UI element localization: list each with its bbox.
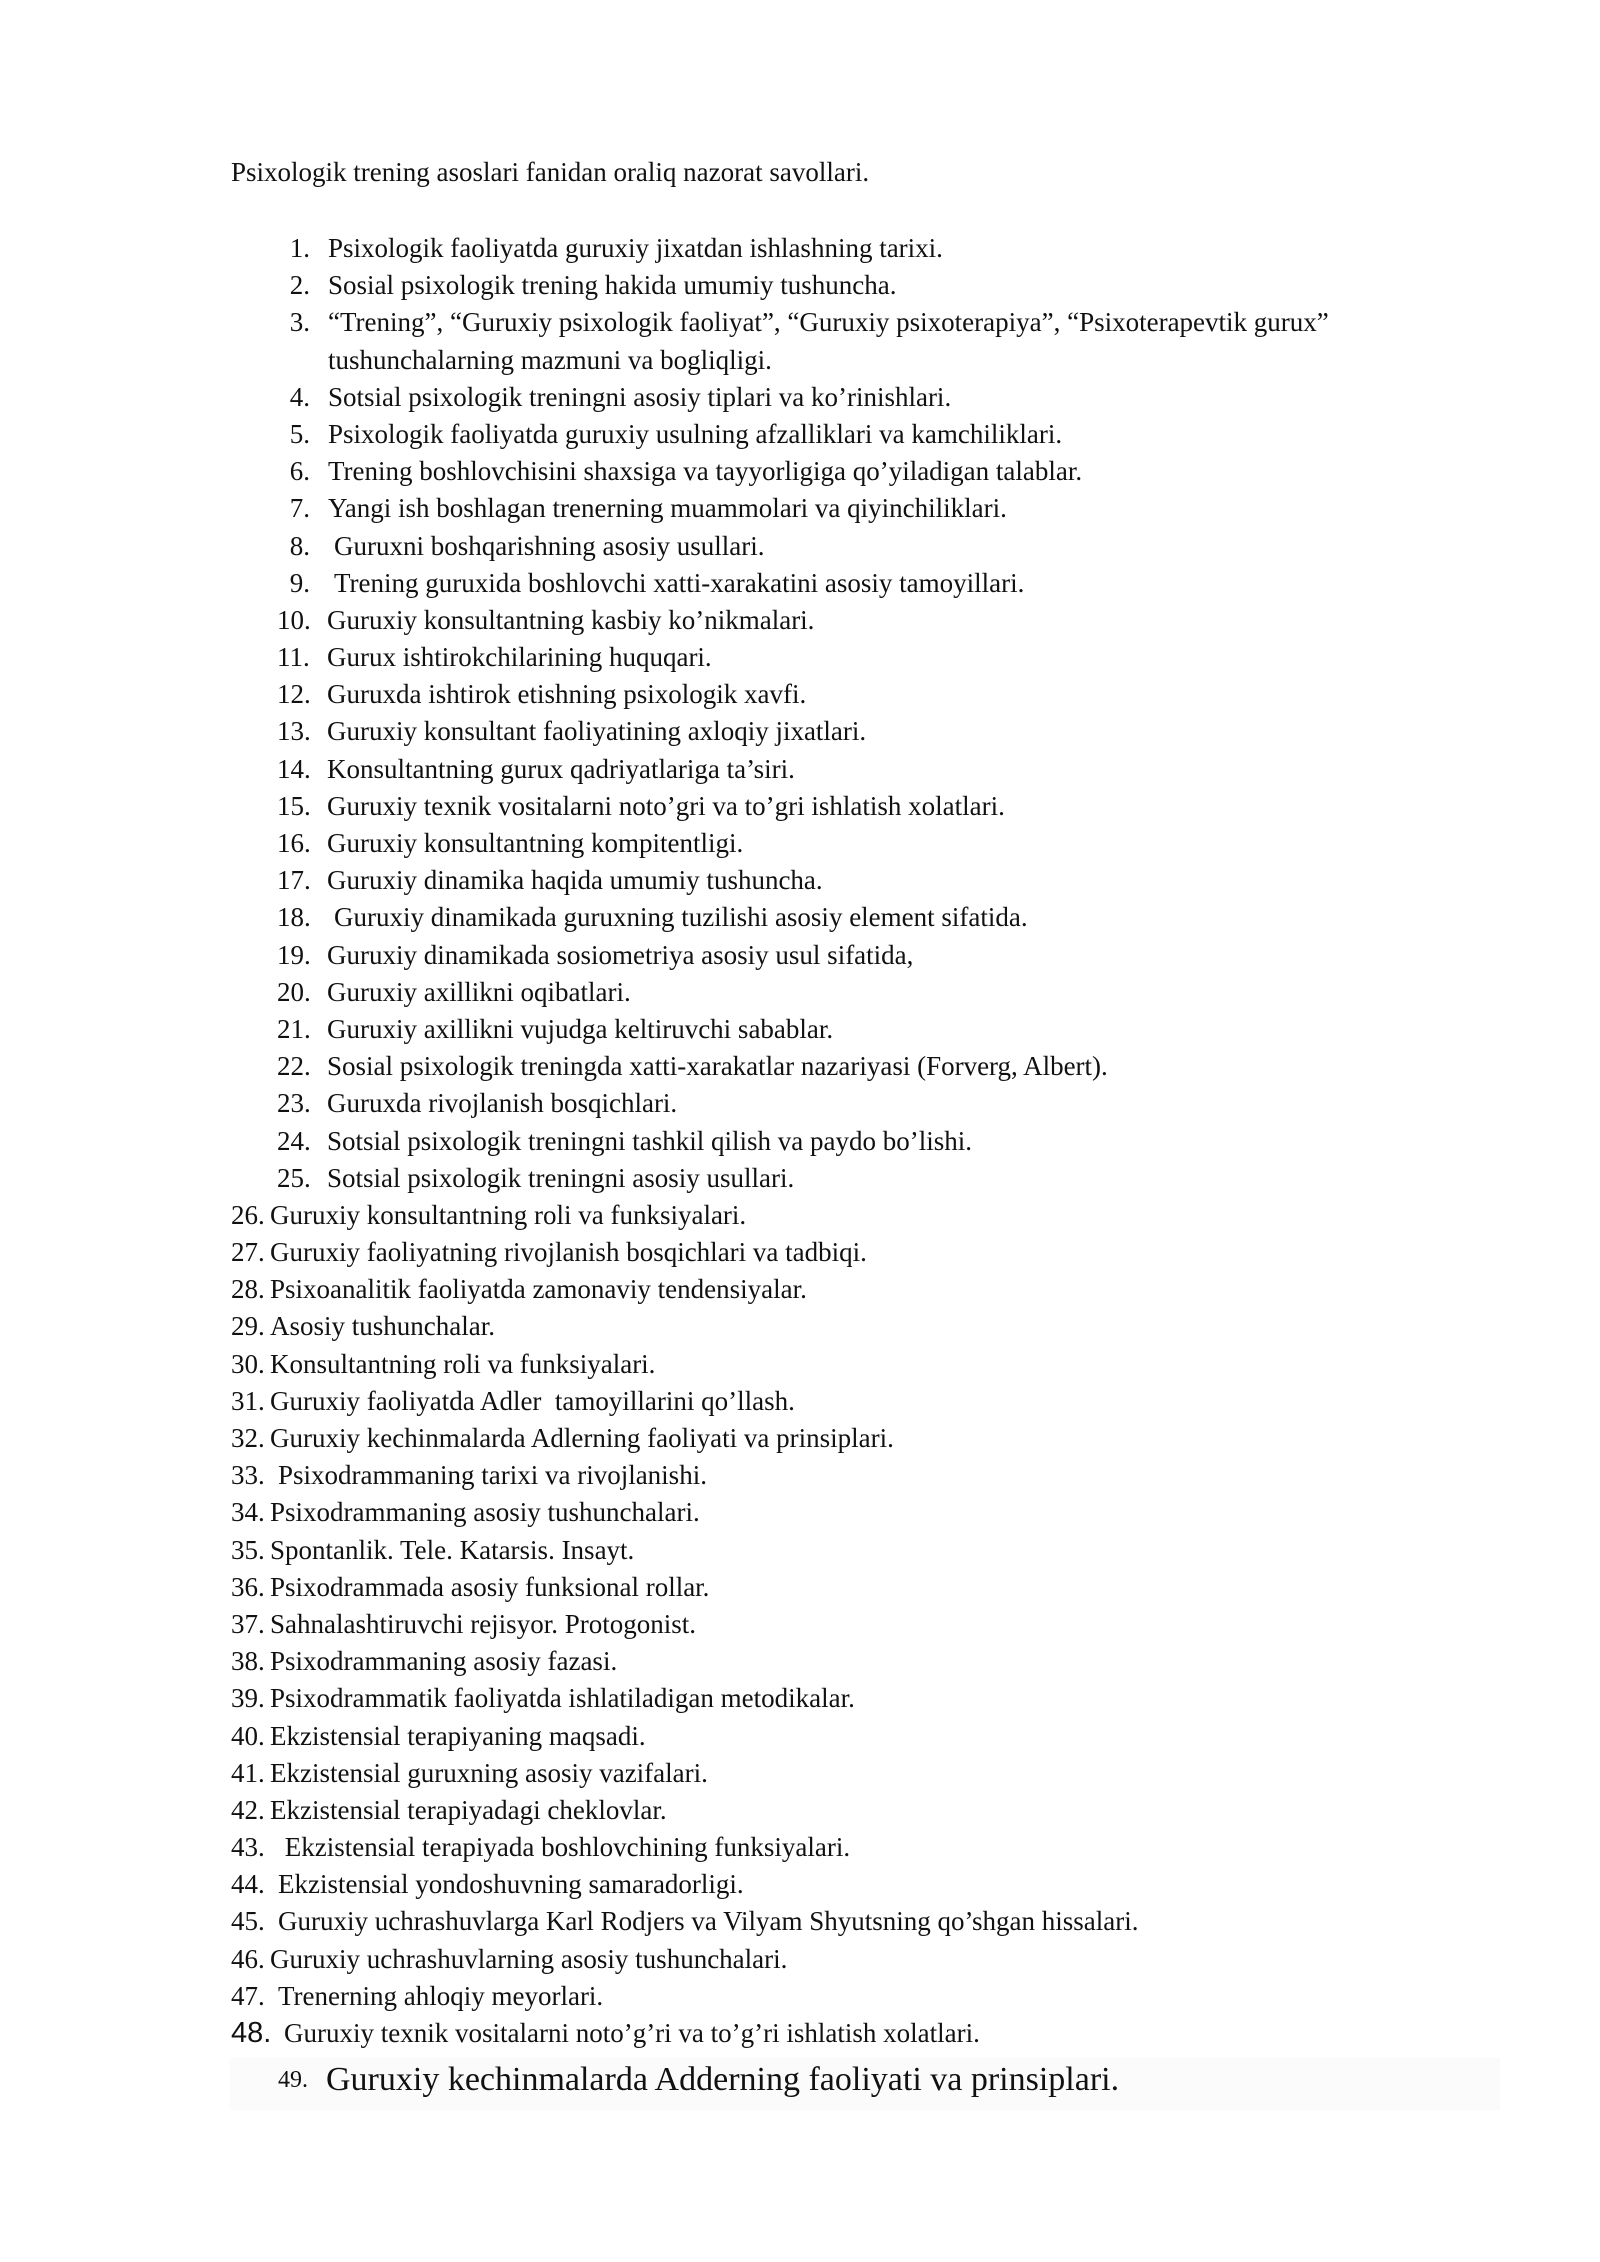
list-item	[0, 416, 1600, 453]
item-number: 38.	[231, 1646, 265, 1677]
list-item	[230, 2058, 1500, 2110]
item-text: Trening boshlovchisini shaxsiga va tayyorligiga qo’yiladigan talablar.	[328, 456, 1083, 487]
list-item	[0, 1829, 1600, 1866]
item-number: 18.	[277, 902, 311, 933]
list-item	[0, 1346, 1600, 1383]
item-number: 5.	[289, 418, 310, 449]
list-item	[0, 1123, 1600, 1160]
item-number: 49.	[278, 2067, 308, 2094]
list-item	[0, 1941, 1600, 1978]
item-text: Sotsial psixologik treningni asosiy usullari.	[327, 1162, 795, 1193]
item-text: Guruxiy konsultantning kasbiy ko’nikmalari.	[327, 604, 815, 635]
list-item	[0, 825, 1600, 862]
item-text: Psixodrammaning asosiy tushunchalari.	[270, 1497, 700, 1528]
item-text: Ekzistensial terapiyadagi cheklovlar.	[270, 1794, 667, 1825]
item-text: Sotsial psixologik treningni asosiy tiplari va ko’rinishlari.	[328, 381, 952, 412]
list-item	[0, 528, 1600, 565]
list-item	[0, 1569, 1600, 1606]
item-text: Guruxiy axillikni vujudga keltiruvchi sabablar.	[327, 1013, 834, 1044]
item-number: 15.	[277, 790, 311, 821]
item-number: 47.	[231, 1980, 265, 2011]
item-number: 11.	[277, 642, 310, 673]
list-item	[0, 1978, 1600, 2015]
item-number: 13.	[277, 716, 311, 747]
item-number: 32.	[231, 1423, 265, 1454]
item-number: 33.	[231, 1460, 265, 1491]
list-item	[0, 1606, 1600, 1643]
list-item	[0, 1011, 1600, 1048]
item-text: Guruxiy dinamikada sosiometriya asosiy usul sifatida,	[327, 939, 914, 970]
item-text: Guruxiy kechinmalarda Adlerning faoliyati va prinsiplari.	[270, 1423, 894, 1454]
item-text: Ekzistensial yondoshuvning samaradorligi.	[278, 1869, 744, 1900]
item-number: 16.	[277, 828, 311, 859]
item-text: Guruxiy uchrashuvlarga Karl Rodjers va Vilyam Shyutsning qo’shgan hissalari.	[278, 1906, 1139, 1937]
list-item	[0, 751, 1600, 788]
item-number: 7.	[289, 493, 310, 524]
item-text: Guruxiy dinamikada guruxning tuzilishi asosiy element sifatida.	[334, 902, 1028, 933]
item-number: 1.	[289, 233, 310, 263]
item-text: Trenerning ahloqiy meyorlari.	[278, 1980, 604, 2011]
list-item	[0, 937, 1600, 974]
list-item	[0, 1383, 1600, 1420]
list-item	[0, 899, 1600, 936]
item-text: Sahnalashtiruvchi rejisyor. Protogonist.	[270, 1608, 696, 1639]
item-text: Guruxiy texnik vositalarni noto’g’ri va to’g’ri ishlatish xolatlari.	[284, 2018, 980, 2049]
item-number: 48.	[231, 2017, 272, 2050]
list-item	[0, 1271, 1600, 1308]
item-text: Guruxiy kechinmalarda Adderning faoliyati va prinsiplari.	[326, 2061, 1120, 2099]
list-item	[0, 1308, 1600, 1345]
item-number: 6.	[289, 456, 310, 487]
list-item	[0, 713, 1600, 750]
item-number: 4.	[289, 381, 310, 412]
item-text: Konsultantning gurux qadriyatlariga ta’siri.	[327, 753, 795, 784]
item-text: Psixologik faoliyatda guruxiy usulning afzalliklari va kamchiliklari.	[328, 418, 1063, 449]
item-number: 36.	[231, 1571, 265, 1602]
item-number: 29.	[231, 1311, 265, 1342]
item-number: 3.	[289, 307, 310, 338]
item-number: 39.	[231, 1683, 265, 1714]
list-item	[0, 1234, 1600, 1271]
item-text: Guruxiy uchrashuvlarning asosiy tushunchalari.	[270, 1943, 788, 1974]
item-number: 37.	[231, 1608, 265, 1639]
list-item	[0, 1197, 1600, 1234]
item-number: 21.	[277, 1013, 311, 1044]
item-number: 24.	[277, 1125, 311, 1156]
item-number: 31.	[231, 1385, 265, 1416]
item-text: Trening guruxida boshlovchi xatti-xarakatini asosiy tamoyillari.	[334, 567, 1025, 598]
list-item	[0, 1903, 1600, 1940]
item-number: 41.	[231, 1757, 265, 1788]
list-item	[0, 267, 1600, 304]
list-item	[0, 304, 1600, 378]
item-text: Konsultantning roli va funksiyalari.	[270, 1348, 656, 1379]
item-number: 30.	[231, 1348, 265, 1379]
item-text: Psixodrammaning asosiy fazasi.	[270, 1646, 618, 1677]
item-number: 25.	[277, 1162, 311, 1193]
item-text: Sosial psixologik trening hakida umumiy tushuncha.	[328, 270, 897, 301]
item-text: Guruxiy konsultantning kompitentligi.	[327, 828, 744, 859]
list-item	[0, 1755, 1600, 1792]
item-text: Yangi ish boshlagan trenerning muammolari va qiyinchiliklari.	[328, 493, 1007, 524]
list-item	[0, 230, 1600, 267]
item-number: 12.	[277, 679, 311, 710]
item-text: Guruxiy faoliyatda Adler tamoyillarini qo’llash.	[270, 1385, 795, 1416]
item-number: 40.	[231, 1720, 265, 1751]
item-text: Ekzistensial guruxning asosiy vazifalari.	[270, 1757, 708, 1788]
list-item	[0, 453, 1600, 490]
item-text: Sosial psixologik treningda xatti-xarakatlar nazariyasi (Forverg, Albert).	[327, 1051, 1108, 1082]
list-item	[0, 1085, 1600, 1122]
item-number: 44.	[231, 1869, 265, 1900]
list-item	[0, 565, 1600, 602]
list-item	[0, 639, 1600, 676]
list-item	[0, 1420, 1600, 1457]
item-text: Asosiy tushunchalar.	[270, 1311, 495, 1342]
item-number: 26.	[231, 1199, 265, 1230]
item-text: Ekzistensial terapiyada boshlovchining funksiyalari.	[278, 1832, 851, 1863]
item-text: Guruxiy texnik vositalarni noto’gri va to’gri ishlatish xolatlari.	[327, 790, 1005, 821]
item-number: 34.	[231, 1497, 265, 1528]
item-number: 9.	[289, 567, 310, 598]
item-text: Guruxni boshqarishning asosiy usullari.	[334, 530, 765, 561]
list-item	[0, 1866, 1600, 1903]
item-number: 17.	[277, 865, 311, 896]
item-text: Psixodrammaning tarixi va rivojlanishi.	[278, 1460, 707, 1491]
item-number: 27.	[231, 1237, 265, 1268]
list-item	[0, 1160, 1600, 1197]
item-number: 43.	[231, 1832, 265, 1863]
list-item	[0, 490, 1600, 527]
list-item	[0, 2015, 1600, 2052]
list-item	[0, 862, 1600, 899]
item-text: Psixodrammada asosiy funksional rollar.	[270, 1571, 710, 1602]
list-item	[0, 1494, 1600, 1531]
item-text: Sotsial psixologik treningni tashkil qilish va paydo bo’lishi.	[327, 1125, 972, 1156]
list-item	[0, 1643, 1600, 1680]
item-text: Psixoanalitik faoliyatda zamonaviy tendensiyalar.	[270, 1274, 807, 1305]
item-text: Guruxiy konsultantning roli va funksiyalari.	[270, 1199, 747, 1230]
item-number: 45.	[231, 1906, 265, 1937]
item-number: 19.	[277, 939, 311, 970]
item-text: Guruxiy axillikni oqibatlari.	[327, 976, 631, 1007]
item-text: Guruxda ishtirok etishning psixologik xavfi.	[327, 679, 807, 710]
item-number: 23.	[277, 1088, 311, 1119]
list-item	[0, 788, 1600, 825]
item-text: Guruxiy faoliyatning rivojlanish bosqichlari va tadbiqi.	[270, 1237, 867, 1268]
list-item	[0, 676, 1600, 713]
list-item	[0, 1457, 1600, 1494]
page-title: Psixologik trening asoslari fanidan oraliq nazorat savollari.	[231, 157, 870, 187]
list-item	[0, 974, 1600, 1011]
item-number: 8.	[289, 530, 310, 561]
item-text: “Trening”, “Guruxiy psixologik faoliyat”, “Guruxiy psixoterapiya”, “Psixoterapevtik gurux” tushunchalarning mazmuni va bogliqligi.	[328, 307, 1329, 375]
item-text: Guruxiy konsultant faoliyatining axloqiy jixatlari.	[327, 716, 867, 747]
list-item	[0, 1048, 1600, 1085]
list-item	[0, 1532, 1600, 1569]
item-number: 35.	[231, 1534, 265, 1565]
list-item	[0, 1680, 1600, 1717]
item-text: Psixologik faoliyatda guruxiy jixatdan ishlashning tarixi.	[328, 233, 943, 263]
question-list	[0, 230, 1600, 2110]
item-number: 2.	[289, 270, 310, 301]
item-number: 42.	[231, 1794, 265, 1825]
list-item	[0, 602, 1600, 639]
list-item	[0, 379, 1600, 416]
item-number: 46.	[231, 1943, 265, 1974]
list-item	[0, 1792, 1600, 1829]
item-text: Psixodrammatik faoliyatda ishlatiladigan metodikalar.	[270, 1683, 855, 1714]
item-text: Gurux ishtirokchilarining huquqari.	[327, 642, 712, 673]
item-number: 14.	[277, 753, 311, 784]
list-item	[0, 1718, 1600, 1755]
item-text: Spontanlik. Tele. Katarsis. Insayt.	[270, 1534, 635, 1565]
item-number: 22.	[277, 1051, 311, 1082]
item-text: Ekzistensial terapiyaning maqsadi.	[270, 1720, 646, 1751]
item-number: 28.	[231, 1274, 265, 1305]
item-number: 10.	[277, 604, 311, 635]
item-text: Guruxiy dinamika haqida umumiy tushuncha.	[327, 865, 823, 896]
item-text: Guruxda rivojlanish bosqichlari.	[327, 1088, 678, 1119]
item-number: 20.	[277, 976, 311, 1007]
